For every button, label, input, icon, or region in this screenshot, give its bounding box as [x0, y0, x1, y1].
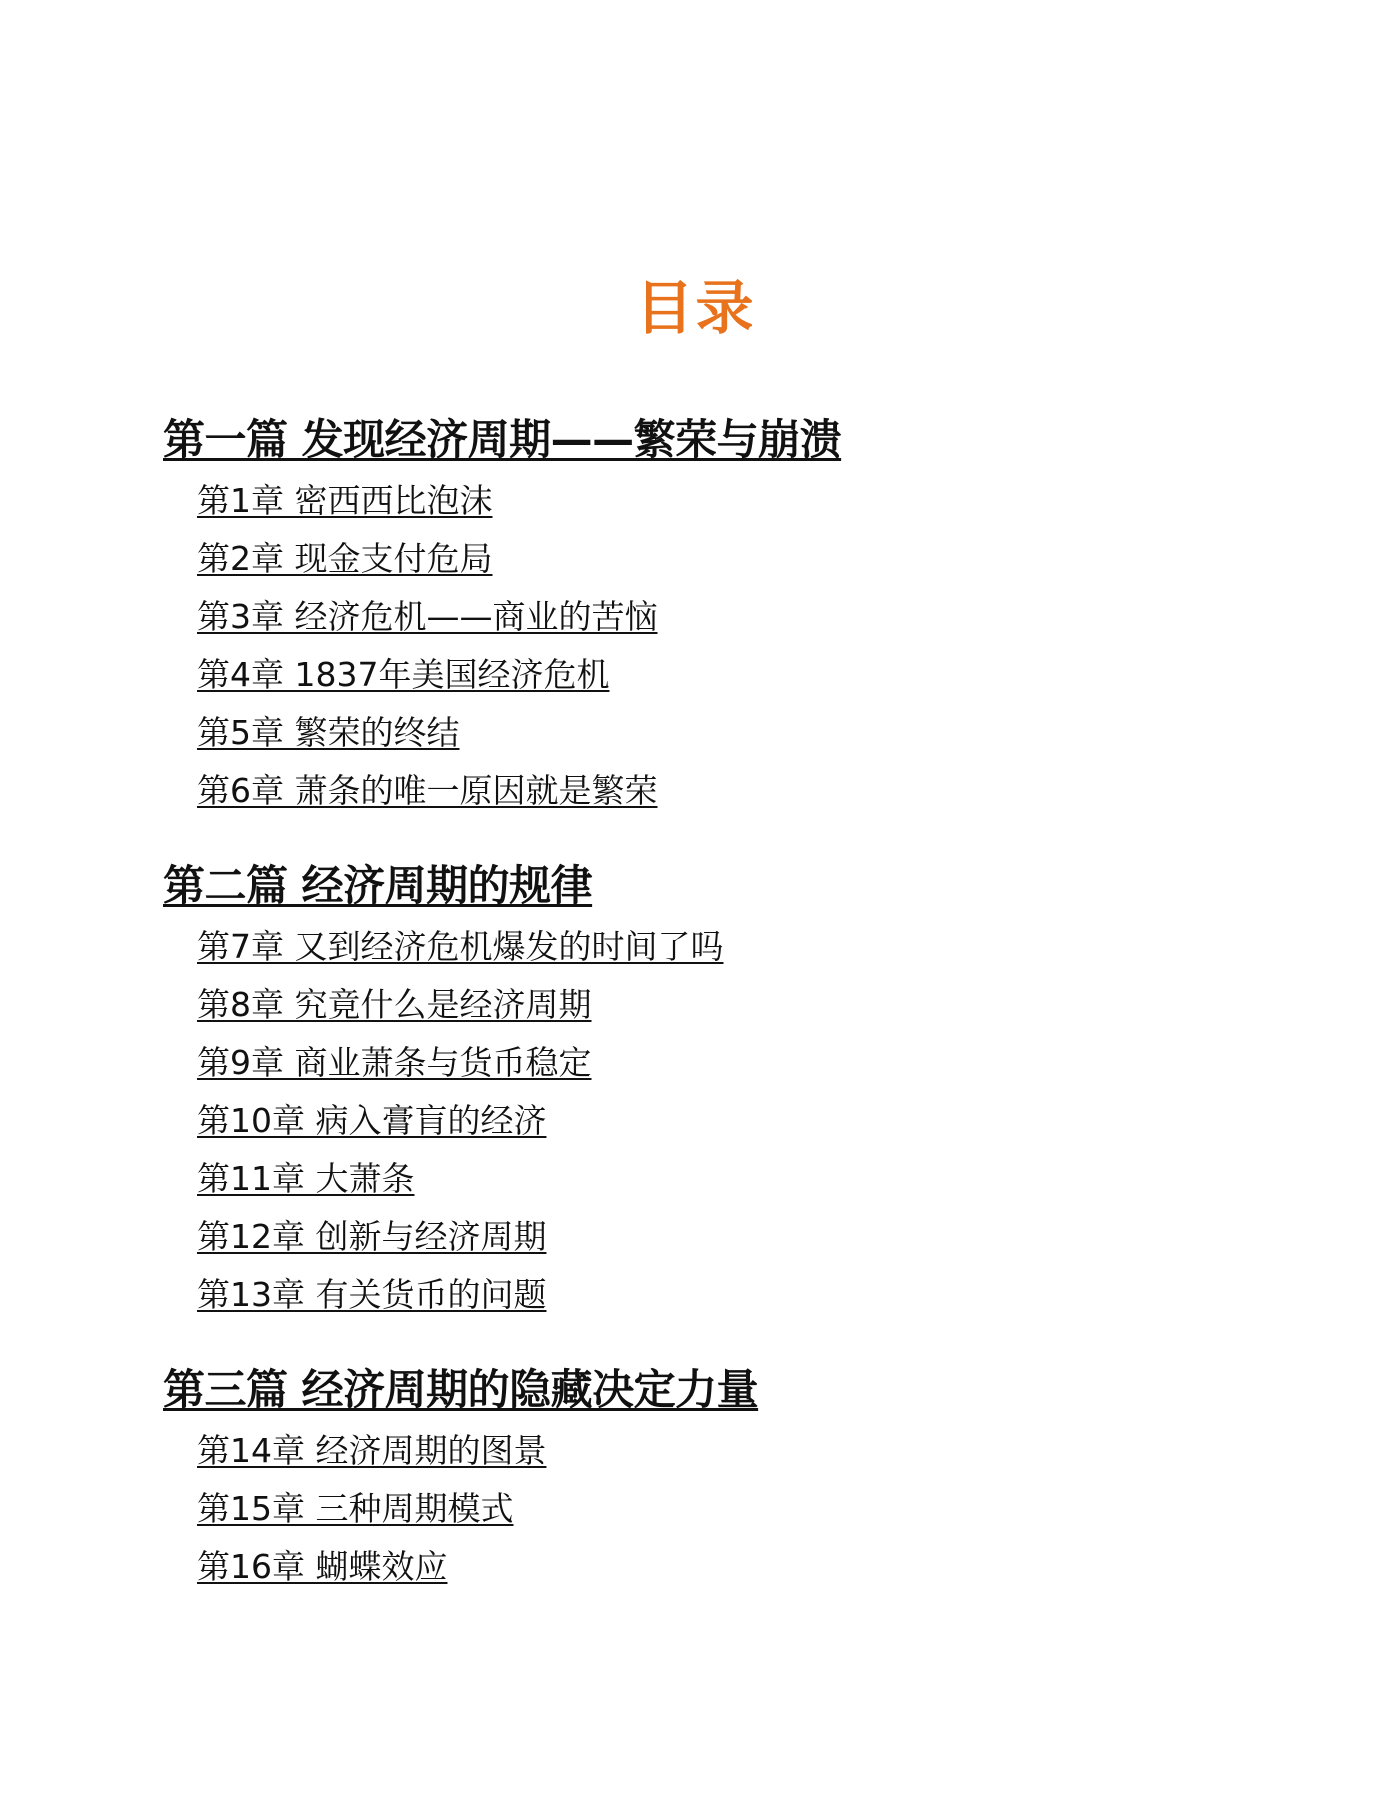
- part-1: [163, 408, 1263, 820]
- part-3: [163, 1358, 1263, 1596]
- chapter-link[interactable]: 第11章 大萧条: [197, 1159, 415, 1198]
- chapter-item: [197, 1092, 1263, 1150]
- chapter-item: [197, 762, 1263, 820]
- chapter-item: [197, 646, 1263, 704]
- chapter-link[interactable]: 第9章 商业萧条与货币稳定: [197, 1043, 592, 1082]
- chapter-item: [197, 530, 1263, 588]
- chapter-item: [197, 1422, 1263, 1480]
- chapter-link[interactable]: 第3章 经济危机——商业的苦恼: [197, 597, 658, 636]
- chapter-link[interactable]: 第4章 1837年美国经济危机: [197, 655, 610, 694]
- chapter-item: [197, 1034, 1263, 1092]
- chapter-item: [197, 704, 1263, 762]
- table-of-contents: [163, 408, 1263, 1596]
- part-title[interactable]: 第三篇 经济周期的隐藏决定力量: [163, 1365, 759, 1414]
- chapter-link[interactable]: 第1章 密西西比泡沫: [197, 481, 493, 520]
- chapter-link[interactable]: 第13章 有关货币的问题: [197, 1275, 547, 1314]
- chapter-list: [163, 472, 1263, 820]
- chapter-item: [197, 472, 1263, 530]
- chapter-link[interactable]: 第7章 又到经济危机爆发的时间了吗: [197, 927, 724, 966]
- chapter-item: [197, 976, 1263, 1034]
- part-2: [163, 854, 1263, 1324]
- part-title[interactable]: 第一篇 发现经济周期——繁荣与崩溃: [163, 415, 842, 464]
- chapter-item: [197, 1150, 1263, 1208]
- toc-title: 目录: [635, 274, 756, 342]
- chapter-item: [197, 918, 1263, 976]
- chapter-item: [197, 1208, 1263, 1266]
- chapter-link[interactable]: 第14章 经济周期的图景: [197, 1431, 547, 1470]
- chapter-link[interactable]: 第15章 三种周期模式: [197, 1489, 514, 1528]
- part-title[interactable]: 第二篇 经济周期的规律: [163, 861, 593, 910]
- chapter-item: [197, 1266, 1263, 1324]
- chapter-link[interactable]: 第8章 究竟什么是经济周期: [197, 985, 592, 1024]
- chapter-item: [197, 1538, 1263, 1596]
- chapter-list: [163, 1422, 1263, 1596]
- chapter-link[interactable]: 第10章 病入膏肓的经济: [197, 1101, 547, 1140]
- chapter-link[interactable]: 第6章 萧条的唯一原因就是繁荣: [197, 771, 658, 810]
- chapter-list: [163, 918, 1263, 1324]
- chapter-item: [197, 1480, 1263, 1538]
- chapter-link[interactable]: 第12章 创新与经济周期: [197, 1217, 547, 1256]
- chapter-item: [197, 588, 1263, 646]
- chapter-link[interactable]: 第16章 蝴蝶效应: [197, 1547, 448, 1586]
- chapter-link[interactable]: 第2章 现金支付危局: [197, 539, 493, 578]
- chapter-link[interactable]: 第5章 繁荣的终结: [197, 713, 460, 752]
